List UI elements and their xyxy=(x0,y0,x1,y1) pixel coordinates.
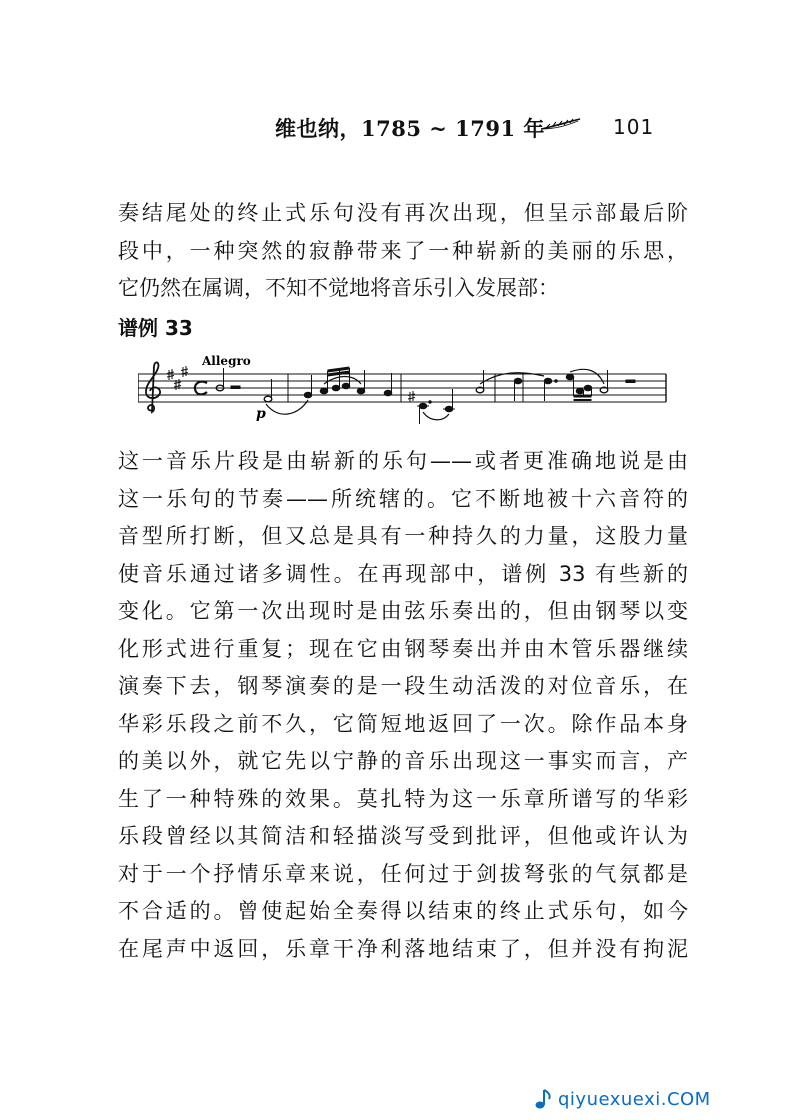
text-line: 段中，一种突然的寂静带来了一种崭新的美丽的乐思， xyxy=(118,238,688,263)
text-line: 生了一种特殊的效果。莫扎特为这一乐章所谱写的华彩 xyxy=(118,786,688,811)
quill-ornament-icon xyxy=(540,117,582,131)
half-note xyxy=(264,396,272,402)
text-line: 变化。它第一次出现时是由弦乐奏出的，但由钢琴以变 xyxy=(118,599,688,623)
running-header xyxy=(275,113,655,143)
text-line: 奏结尾处的终止式乐句没有再次出现，但呈示部最后阶 xyxy=(118,201,688,225)
staccato-dot xyxy=(429,401,431,403)
half-rest xyxy=(231,386,240,389)
music-note-logo-icon xyxy=(534,1088,552,1110)
watermark-text: qiyuexuexi.COM xyxy=(558,1088,711,1110)
site-watermark xyxy=(534,1084,784,1114)
rest xyxy=(626,380,635,383)
text-line: 对于一个抒情乐章来说，任何过于剑拔弩张的气氛都是 xyxy=(118,861,688,886)
running-title: 维也纳，1785 ~ 1791 年 xyxy=(275,116,545,141)
dynamic-marking: p xyxy=(256,406,266,422)
text-line: 不合适的。曾使起始全奏得以结束的终止式乐句，如今 xyxy=(118,899,688,923)
treble-clef-icon xyxy=(146,362,160,412)
text-line: 在尾声中返回，乐章干净利落地结束了，但并没有拘泥 xyxy=(118,936,688,961)
sixteenth-note xyxy=(566,374,574,380)
quarter-note xyxy=(514,378,522,384)
quarter-note xyxy=(384,390,392,396)
dotted-quarter-note xyxy=(544,378,552,384)
intro-paragraph xyxy=(118,195,688,308)
music-score-excerpt xyxy=(138,350,668,428)
text-line: 这一音乐片段是由崭新的乐句——或者更准确地说是由 xyxy=(118,449,688,473)
tempo-marking: Allegro xyxy=(202,354,251,368)
text-line: 化形式进行重复；现在它由钢琴奏出并由木管乐器继续 xyxy=(118,636,688,661)
text-line: 乐段曾经以其简洁和轻描淡写受到批评，但他或许认为 xyxy=(118,824,688,848)
key-signature-sharps xyxy=(167,366,188,390)
text-line: 音型所打断，但又总是具有一种持久的力量，这股力量 xyxy=(118,524,688,548)
page-number: 101 xyxy=(613,115,655,139)
text-line: 华彩乐段之前不久，它简短地返回了一次。除作品本身 xyxy=(118,711,688,736)
body-paragraph xyxy=(118,443,688,968)
text-line: 它仍然在属调，不知不觉地将音乐引入发展部： xyxy=(118,276,559,300)
quarter-note xyxy=(304,392,312,398)
text-line: 的美以外，就它先以宁静的音乐出现这一事实而言，产 xyxy=(118,749,688,773)
text-line: 这一乐句的节奏——所统辖的。它不断地被十六音符的 xyxy=(118,486,688,511)
eighth-note xyxy=(320,388,328,394)
text-line: 使音乐通过诸多调性。在再现部中，谱例 33 有些新的 xyxy=(118,561,688,586)
text-line: 演奏下去，钢琴演奏的是一段生动活泼的对位音乐，在 xyxy=(118,674,688,698)
example-label: 谱例 33 xyxy=(118,316,193,340)
eighth-note xyxy=(357,388,365,394)
